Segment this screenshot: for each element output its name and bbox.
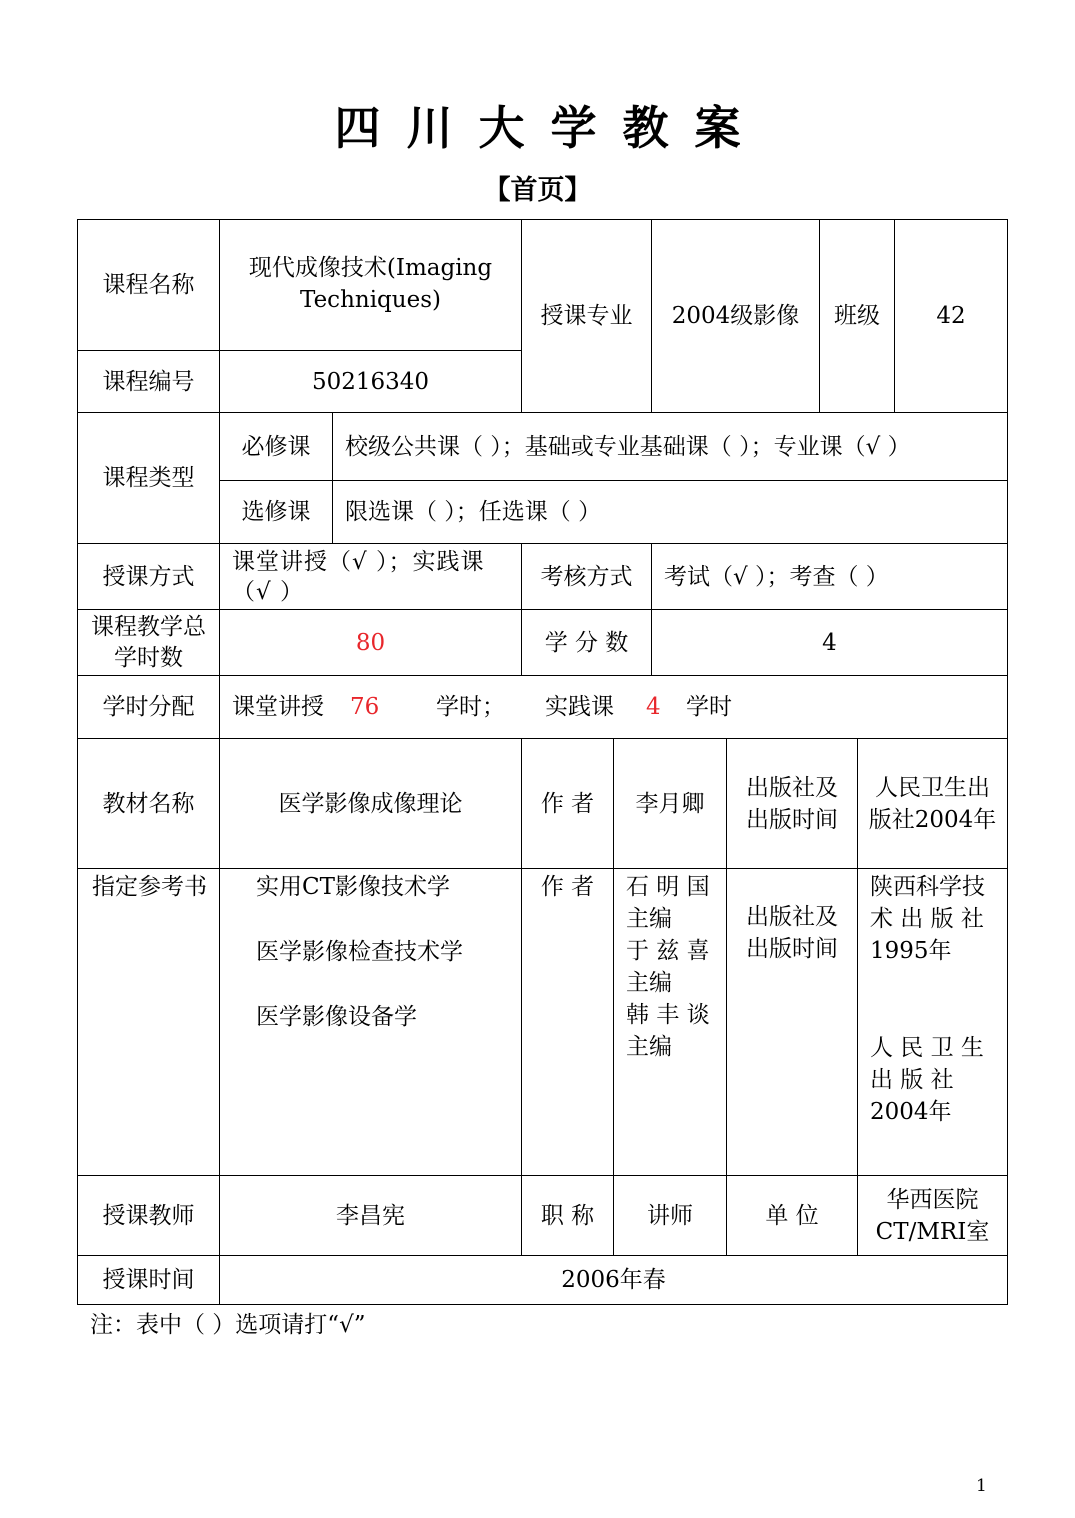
class-value: 42 [936,303,966,329]
exam-label: 考核方式 [540,563,633,590]
document-subtitle: 【首页】 [483,175,592,206]
reference-book: 医学影像设备学 [256,1004,417,1030]
elective-label: 选修课 [241,499,311,525]
exam-value: 考试（√ ）；考查（ ） [664,563,889,590]
teacher-title: 讲师 [647,1202,693,1229]
dist-unit-1: 学时； [436,694,505,720]
reference-book: 实用CT影像技术学 [256,874,450,900]
reference-author: 韩 丰 谈 主编 [626,1002,710,1060]
course-code-label: 课程编号 [102,368,195,395]
teacher-title-label: 职 称 [540,1202,595,1229]
major-label: 授课专业 [540,303,633,329]
course-type-label: 课程类型 [102,465,195,491]
dist-practice-label: 实践课 [545,694,614,720]
reference-book: 医学影像检查技术学 [256,939,463,965]
major-value: 2004级影像 [671,303,800,329]
required-options: 校级公共课（ ）；基础或专业基础课（ ）；专业课（√ ） [345,433,911,460]
reference-author: 石 明 国 主编 [626,874,710,932]
dist-lecture-value: 76 [350,694,380,720]
reference-authors [614,869,726,1175]
reference-books [220,869,521,1175]
hours-dist-label: 学时分配 [102,694,195,720]
teacher-name: 李昌宪 [336,1202,405,1229]
time-value: 2006年春 [561,1267,666,1293]
teacher-unit-label: 单 位 [765,1202,819,1229]
reference-publishers [858,869,1007,1175]
document-title: 四川大学教案 [334,101,767,155]
course-code-value: 50216340 [311,368,430,395]
course-name-value: 现代成像技术(Imaging Techniques) [248,255,493,313]
required-label: 必修课 [241,433,311,460]
textbook-publisher: 人民卫生出版社2004年 [868,774,997,833]
reference-publisher: 陕西科学技术 出 版 社 1995年 [870,874,985,964]
textbook-publisher-label: 出版社及出版时间 [746,774,838,833]
textbook-author: 李月卿 [635,790,705,817]
references-author-label: 作 者 [540,874,595,900]
footnote: 注：表中（ ）选项请打“√” [90,1312,366,1338]
credits-value: 4 [822,629,837,656]
credits-label: 学 分 数 [544,629,629,656]
teacher-unit: 华西医院CT/MRI室 [875,1186,990,1245]
hours-dist-row [220,676,1007,738]
time-label: 授课时间 [102,1267,195,1293]
page-number: 1 [976,1476,987,1496]
elective-options: 限选课（ ）；任选课（ ） [345,499,602,525]
teacher-label: 授课教师 [102,1202,195,1229]
method-value: 课堂讲授（√ ）；实践课（√ ） [232,548,485,605]
total-hours-value: 80 [355,629,386,656]
dist-unit-2: 学时 [686,694,732,720]
textbook-author-label: 作 者 [540,790,595,817]
references-label: 指定参考书 [92,874,207,900]
textbook-label: 教材名称 [102,790,195,817]
dist-lecture-label: 课堂讲授 [232,694,324,720]
reference-author: 于 兹 喜 主编 [626,938,710,996]
references-publisher-label: 出版社及出版时间 [746,904,838,962]
method-label: 授课方式 [102,563,195,590]
textbook-name: 医学影像成像理论 [278,790,463,817]
dist-practice-value: 4 [646,694,661,720]
reference-publisher: 人 民 卫 生 出 版 社 2004年 [870,1035,984,1125]
total-hours-label: 课程教学总学时数 [91,613,206,671]
course-name-label: 课程名称 [102,272,195,298]
class-label: 班级 [834,303,880,329]
